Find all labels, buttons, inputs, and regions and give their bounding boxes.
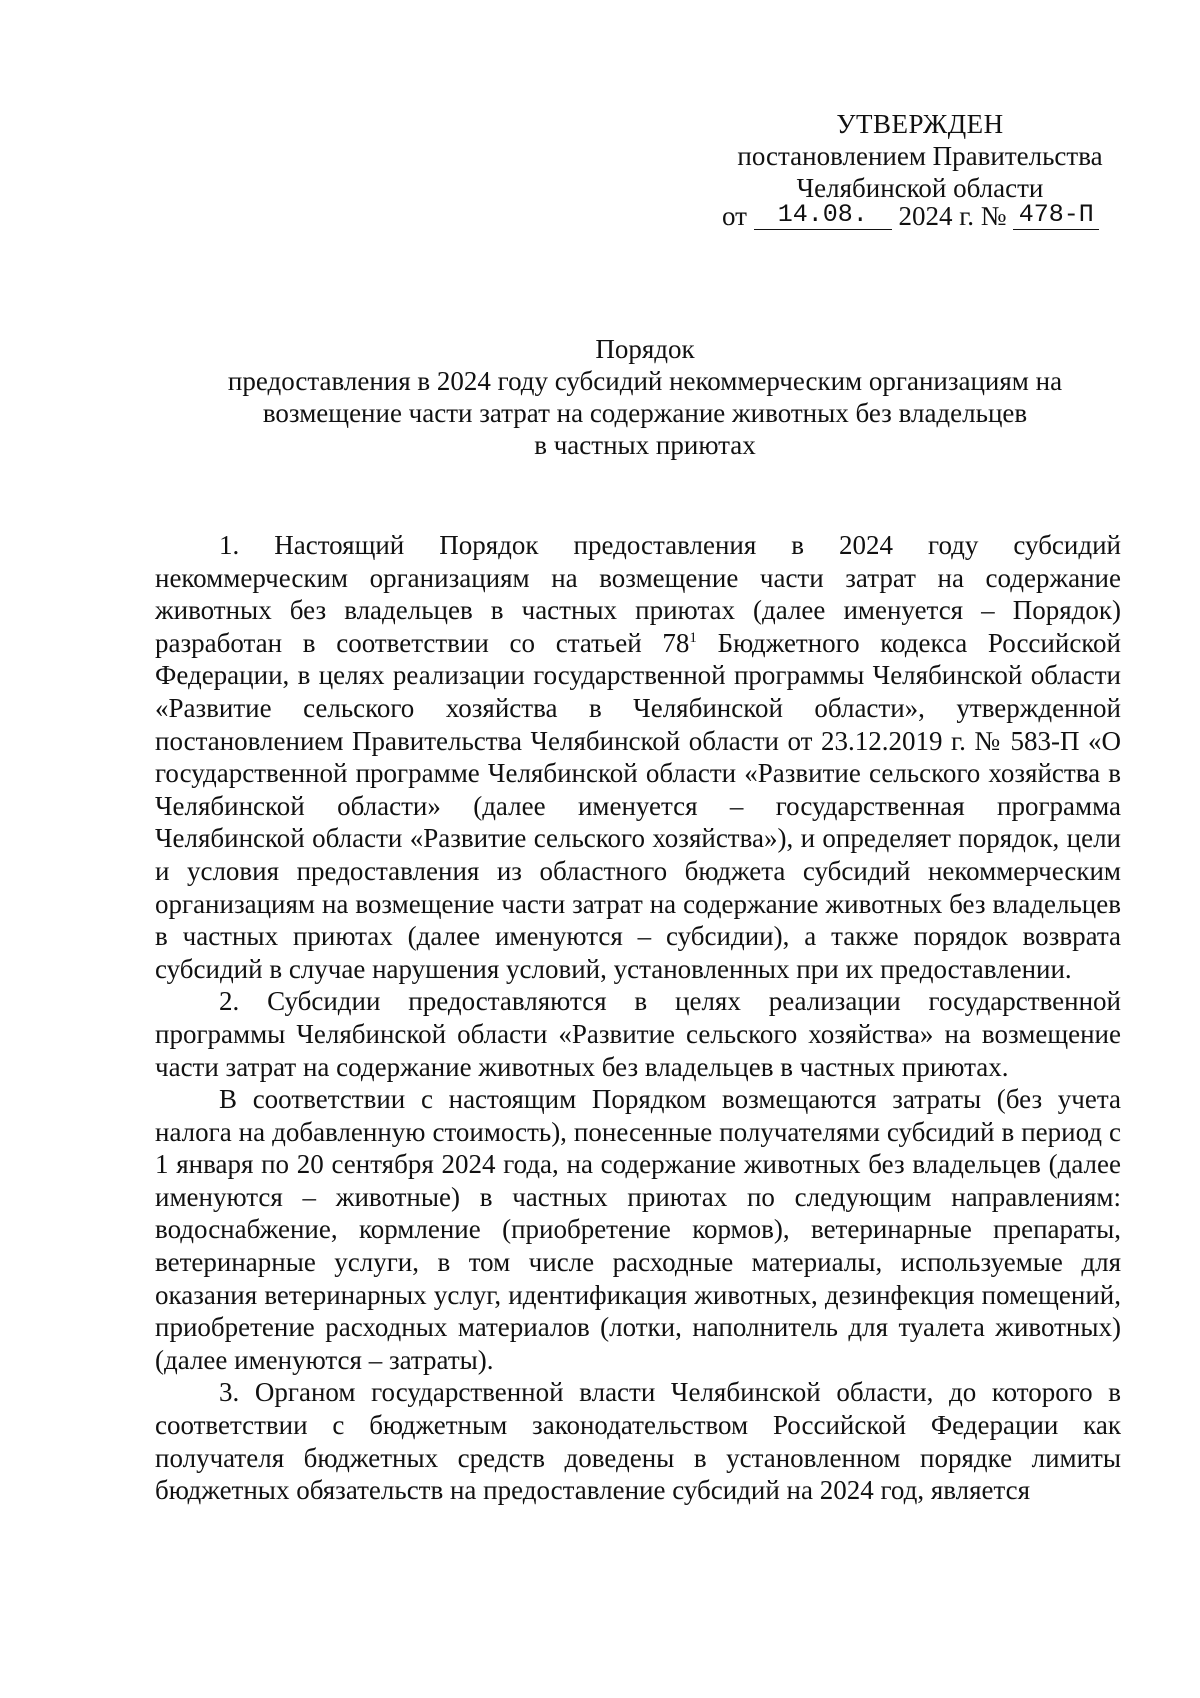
approval-date-line <box>722 200 1099 234</box>
document-body <box>155 529 1121 1507</box>
paragraph-1-part-a: 1. Настоящий Порядок предоставления в 2024 году субсидий некоммерческим организациям на возмещение части затрат на содержание животных без владельцев в частных приютах (далее именуется – Порядок) разработан в соответствии со статьей 78 <box>155 530 1121 658</box>
approval-line-2: Челябинской области <box>796 173 1044 203</box>
paragraph-4: 3. Органом государственной власти Челябинской области, до которого в соответствии с бюджетным законодательством Российской Федерации как получателя бюджетных средств доведены в установленном порядке лимиты бюджетных обязательств на предоставление субсидий на 2024 год, является <box>155 1377 1121 1506</box>
approval-heading: УТВЕРЖДЕН <box>836 109 1004 139</box>
approval-stamp <box>700 108 1140 204</box>
approval-date: 14.08. <box>754 201 892 230</box>
paragraph-1-part-b: Бюджетного кодекса Российской Федерации, в целях реализации государственной программы Челябинской области «Развитие сельского хозяйства в Челябинской области», утвержденной постановлением Правительства Челябинской области от 23.12.2019 г. № 583-П «О государственной программе Челябинской области «Развитие сельского хозяйства в Челябинской области» (далее именуется – государственная программа Челябинской области «Развитие сельского хозяйства»), и определяет порядок, цели и условия предоставления из областного бюджета субсидий некоммерческим организациям на возмещение части затрат на содержание животных без владельцев в частных приютах (далее именуются – субсидии), а также порядок возврата субсидий в случае нарушения условий, установленных при их предоставлении. <box>155 627 1121 984</box>
paragraph-1 <box>155 529 1121 985</box>
year-number-label: 2024 г. № <box>898 201 1007 231</box>
paragraph-3: В соответствии с настоящим Порядком возмещаются затраты (без учета налога на добавленную стоимость), понесенные получателями субсидий в период с 1 января по 20 сентября 2024 года, на содержание животных без владельцев (далее именуются – животные) в частных приютах по следующим направлениям: водоснабжение, кормление (приобретение кормов), ветеринарные препараты, ветеринарные услуги, в том числе расходные материалы, используемые для оказания ветеринарных услуг, идентификация животных, дезинфекция помещений, приобретение расходных материалов (лотки, наполнитель для туалета животных) (далее именуются – затраты). <box>155 1084 1121 1375</box>
approval-number: 478-П <box>1013 201 1099 230</box>
title-line-3: возмещение части затрат на содержание животных без владельцев <box>262 398 1028 428</box>
title-line-1: Порядок <box>595 334 695 364</box>
article-superscript: 1 <box>689 629 697 646</box>
title-line-2: предоставления в 2024 году субсидий некоммерческим организациям на <box>227 366 1063 396</box>
from-label: от <box>722 201 747 231</box>
document-title <box>160 333 1130 461</box>
paragraph-2: 2. Субсидии предоставляются в целях реализации государственной программы Челябинской области «Развитие сельского хозяйства» на возмещение части затрат на содержание животных без владельцев в частных приютах. <box>155 986 1121 1082</box>
approval-line-1: постановлением Правительства <box>737 141 1103 171</box>
title-line-4: в частных приютах <box>534 430 756 460</box>
